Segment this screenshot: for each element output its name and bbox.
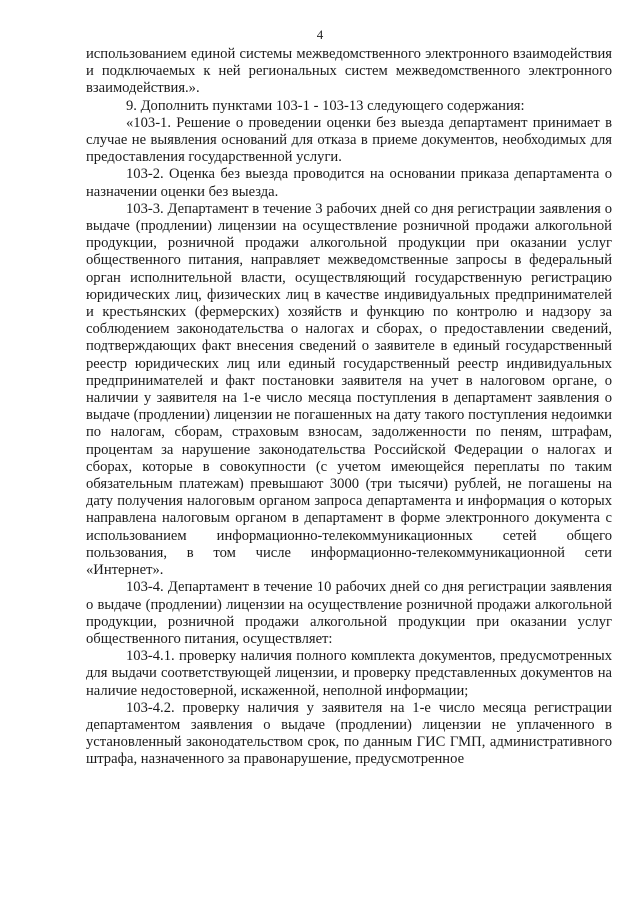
paragraph-103-4-1: 103-4.1. проверку наличия полного комплекта документов, предусмотренных для выдачи соответствующей лицензии, и проверку представленных документов на наличие недостоверной, искаженной, неполной информации; — [86, 648, 612, 699]
page-number: 4 — [316, 27, 324, 42]
paragraph-103-4-2: 103-4.2. проверку наличия у заявителя на 1-е число месяца регистрации департаментом заявления о выдаче (продлении) лицензии не уплаченного в установленный законодательством срок, по данным ГИС ГМП, административного штрафа, назначенного за правонарушение, предусмотренное — [86, 699, 612, 768]
paragraph-103-3: 103-3. Департамент в течение 3 рабочих дней со дня регистрации заявления о выдаче (продлении) лицензии на осуществление розничной продажи алкогольной продукции, розничной продажи алкогольной продукции при оказании услуг общественного питания, направляет межведомственные запросы в федеральный орган исполнительной власти, осуществляющий государственную регистрацию юридических лиц, физических лиц в качестве индивидуальных предпринимателей и крестьянских (фермерских) хозяйств и функцию по контролю и надзору за соблюдением законодательства о налогах и сборах, о предоставлении сведений, подтверждающих факт внесения сведений о заявителе в единый государственный реестр юридических лиц или единый государственный реестр индивидуальных предпринимателей и факт постановки заявителя на учет в налоговом органе, о наличии у заявителя на 1-е число месяца поступления в департамент заявления о выдаче (продлении) лицензии не погашенных на дату такого поступления недоимки по налогам, сборам, страховым взносам, задолженности по пеням, штрафам, процентам за нарушение законодательства Российской Федерации о налогах и сборах, которые в совокупности (с учетом имеющейся переплаты по таким обязательным платежам) превышают 3000 (три тысячи) рублей, не погашены на дату получения налоговым органом запроса департамента и информация о которых направлена налоговым органом в департамент в форме электронного документа с использованием информационно-телекоммуникационных сетей общего пользования, в том числе информационно-телекоммуникационной сети «Интернет». — [86, 200, 612, 579]
paragraph-103-2: 103-2. Оценка без выезда проводится на основании приказа департамента о назначении оценки без выезда. — [86, 166, 612, 200]
paragraph-item-9: 9. Дополнить пунктами 103-1 - 103-13 следующего содержания: — [126, 97, 525, 114]
paragraph-continuation: использованием единой системы межведомственного электронного взаимодействия и подключаемых к ней региональных систем межведомственного электронного взаимодействия.». — [86, 46, 612, 97]
paragraph-103-1: «103-1. Решение о проведении оценки без выезда департамент принимает в случае не выявления оснований для отказа в приеме документов, необходимых для предоставления государственной услуги. — [86, 114, 612, 166]
paragraph-103-4: 103-4. Департамент в течение 10 рабочих дней со дня регистрации заявления о выдаче (продлении) лицензии на осуществление розничной продажи алкогольной продукции, розничной продажи алкогольной продукции при оказании услуг общественного питания, осуществляет: — [86, 579, 612, 647]
document-body — [86, 46, 612, 769]
